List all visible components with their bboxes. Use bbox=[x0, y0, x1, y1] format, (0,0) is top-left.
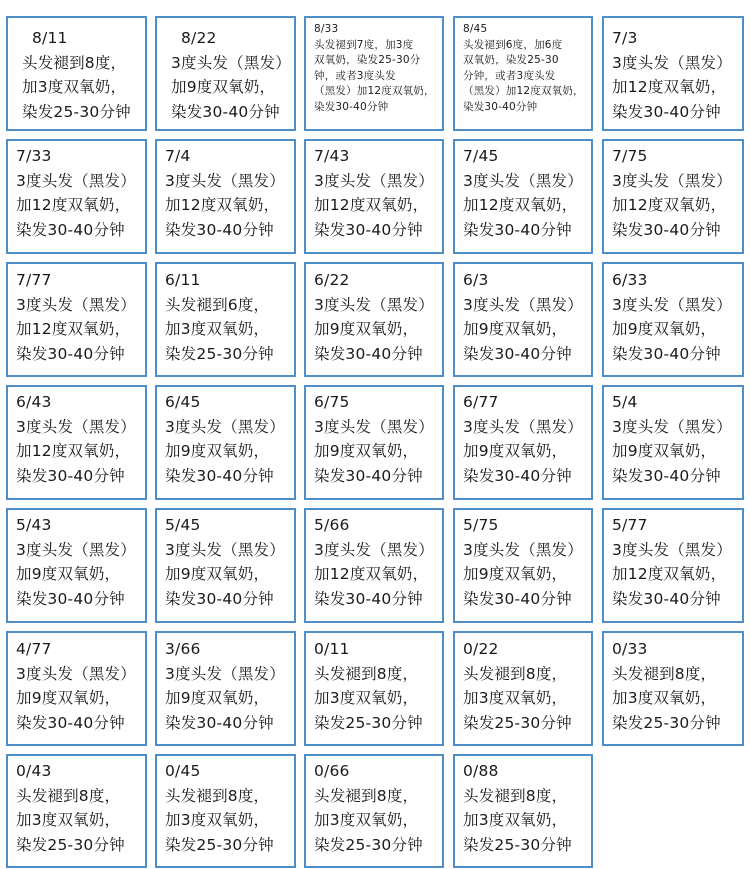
card-line: 加9度双氧奶， bbox=[463, 320, 568, 338]
card-line: 3度头发（黑发） bbox=[165, 540, 285, 559]
color-card bbox=[602, 262, 744, 377]
card-line: 头发褪到8度， bbox=[612, 664, 717, 683]
card-line: （黑发）加12度双氧奶， bbox=[463, 85, 584, 97]
card-line: 3度头发（黑发） bbox=[612, 540, 732, 559]
card-line: 染发25-30分钟 bbox=[16, 835, 125, 854]
card-line: 染发25-30分钟 bbox=[612, 713, 721, 732]
color-code: 4/77 bbox=[16, 640, 52, 658]
card-line: 3度头发（黑发） bbox=[463, 417, 583, 436]
card-line: 染发30-40分钟 bbox=[463, 344, 572, 363]
card-line: 染发25-30分钟 bbox=[22, 102, 131, 121]
card-line: 3度头发（黑发） bbox=[165, 664, 285, 683]
card-line: 3度头发（黑发） bbox=[16, 417, 136, 436]
color-code: 8/45 bbox=[463, 23, 488, 35]
card-line: 加12度双氧奶， bbox=[612, 565, 727, 583]
card-line: 染发30-40分钟 bbox=[165, 466, 274, 485]
card-line: 头发褪到6度，加6度 bbox=[463, 38, 563, 51]
color-card bbox=[304, 385, 444, 500]
color-card bbox=[453, 385, 593, 500]
card-line: 3度头发（黑发） bbox=[612, 295, 732, 314]
card-line: 3度头发（黑发） bbox=[314, 171, 434, 190]
color-code: 0/33 bbox=[612, 640, 648, 658]
card-line: 加3度双氧奶， bbox=[165, 811, 270, 829]
color-code: 6/33 bbox=[612, 271, 648, 289]
card-line: 加3度双氧奶， bbox=[463, 811, 568, 829]
card-line: 3度头发（黑发） bbox=[16, 171, 136, 190]
card-line: 染发25-30分钟 bbox=[165, 835, 274, 854]
card-line: 加12度双氧奶， bbox=[612, 78, 727, 96]
card-line: 染发30-40分钟 bbox=[612, 344, 721, 363]
card-line: 染发30-40分钟 bbox=[16, 344, 125, 363]
card-line: 染发30-40分钟 bbox=[612, 466, 721, 485]
card-line: 染发30-40分钟 bbox=[16, 220, 125, 239]
color-code: 0/11 bbox=[314, 640, 350, 658]
color-card bbox=[6, 385, 147, 500]
color-card bbox=[155, 139, 296, 254]
card-line: 头发褪到7度，加3度 bbox=[314, 38, 414, 51]
color-card bbox=[6, 508, 147, 623]
card-line: 染发30-40分钟 bbox=[165, 220, 274, 239]
card-line: 染发25-30分钟 bbox=[314, 835, 423, 854]
card-line: 染发25-30分钟 bbox=[463, 835, 572, 854]
card-line: 染发30-40分钟 bbox=[314, 589, 423, 608]
card-line: （黑发）加12度双氧奶， bbox=[314, 85, 435, 97]
card-line: 加9度双氧奶， bbox=[165, 689, 270, 707]
card-line: 头发褪到8度， bbox=[16, 786, 121, 805]
color-card bbox=[155, 754, 296, 868]
card-line: 染发25-30分钟 bbox=[463, 713, 572, 732]
card-line: 染发25-30分钟 bbox=[314, 713, 423, 732]
color-card bbox=[453, 16, 593, 131]
card-line: 加12度双氧奶， bbox=[314, 565, 429, 583]
card-line: 加3度双氧奶， bbox=[612, 689, 717, 707]
color-card bbox=[453, 754, 593, 868]
card-line: 加9度双氧奶， bbox=[463, 442, 568, 460]
color-code: 7/33 bbox=[16, 147, 52, 165]
card-line: 加12度双氧奶， bbox=[314, 196, 429, 214]
card-line: 染发30-40分钟 bbox=[463, 100, 538, 113]
color-card bbox=[6, 139, 147, 254]
color-code: 0/22 bbox=[463, 640, 499, 658]
color-card bbox=[155, 16, 296, 131]
color-code: 0/43 bbox=[16, 762, 52, 780]
card-line: 加12度双氧奶， bbox=[463, 196, 578, 214]
card-line: 染发30-40分钟 bbox=[612, 102, 721, 121]
color-code: 7/4 bbox=[165, 147, 191, 165]
color-card bbox=[155, 385, 296, 500]
color-code: 5/77 bbox=[612, 516, 648, 534]
color-code: 6/75 bbox=[314, 393, 350, 411]
color-code: 6/77 bbox=[463, 393, 499, 411]
card-line: 加9度双氧奶， bbox=[314, 320, 419, 338]
color-code: 5/45 bbox=[165, 516, 201, 534]
card-line: 头发褪到8度， bbox=[22, 53, 127, 72]
card-line: 3度头发（黑发） bbox=[314, 540, 434, 559]
card-line: 3度头发（黑发） bbox=[463, 295, 583, 314]
color-code: 6/43 bbox=[16, 393, 52, 411]
card-line: 染发30-40分钟 bbox=[612, 589, 721, 608]
color-code: 5/4 bbox=[612, 393, 638, 411]
card-line: 染发30-40分钟 bbox=[314, 220, 423, 239]
card-line: 头发褪到8度， bbox=[314, 664, 419, 683]
card-line: 3度头发（黑发） bbox=[314, 417, 434, 436]
card-line: 染发30-40分钟 bbox=[463, 220, 572, 239]
color-card bbox=[453, 139, 593, 254]
color-card bbox=[155, 631, 296, 746]
color-card bbox=[453, 508, 593, 623]
color-card bbox=[155, 508, 296, 623]
card-line: 加9度双氧奶， bbox=[171, 78, 276, 96]
color-code: 6/45 bbox=[165, 393, 201, 411]
color-card bbox=[155, 262, 296, 377]
card-line: 加9度双氧奶， bbox=[165, 565, 270, 583]
card-line: 钟，或者3度头发 bbox=[314, 69, 396, 82]
card-line: 双氧奶，染发25-30 bbox=[463, 54, 559, 66]
color-code: 3/66 bbox=[165, 640, 201, 658]
card-line: 3度头发（黑发） bbox=[463, 171, 583, 190]
card-line: 加3度双氧奶， bbox=[16, 811, 121, 829]
card-line: 头发褪到8度， bbox=[463, 786, 568, 805]
color-code: 7/77 bbox=[16, 271, 52, 289]
card-line: 3度头发（黑发） bbox=[16, 540, 136, 559]
card-line: 染发30-40分钟 bbox=[165, 589, 274, 608]
color-card bbox=[453, 631, 593, 746]
card-line: 加3度双氧奶， bbox=[314, 689, 419, 707]
card-line: 加3度双氧奶， bbox=[314, 811, 419, 829]
card-line: 加9度双氧奶， bbox=[16, 565, 121, 583]
card-line: 加9度双氧奶， bbox=[314, 442, 419, 460]
color-code: 8/11 bbox=[32, 29, 68, 47]
color-card bbox=[304, 754, 444, 868]
card-line: 染发30-40分钟 bbox=[16, 589, 125, 608]
card-line: 染发30-40分钟 bbox=[314, 344, 423, 363]
color-code: 7/75 bbox=[612, 147, 648, 165]
card-line: 分钟，或者3度头发 bbox=[463, 69, 556, 82]
color-code: 5/75 bbox=[463, 516, 499, 534]
color-card bbox=[6, 262, 147, 377]
color-card bbox=[304, 16, 444, 131]
card-line: 加9度双氧奶， bbox=[612, 320, 717, 338]
card-line: 加3度双氧奶， bbox=[463, 689, 568, 707]
color-card bbox=[602, 631, 744, 746]
color-card bbox=[304, 139, 444, 254]
card-line: 头发褪到8度， bbox=[165, 786, 270, 805]
color-card bbox=[602, 16, 744, 131]
color-card bbox=[602, 385, 744, 500]
card-line: 染发30-40分钟 bbox=[463, 589, 572, 608]
card-line: 3度头发（黑发） bbox=[463, 540, 583, 559]
color-code: 8/33 bbox=[314, 23, 339, 35]
card-line: 3度头发（黑发） bbox=[612, 53, 732, 72]
card-line: 加9度双氧奶， bbox=[612, 442, 717, 460]
color-code: 0/66 bbox=[314, 762, 350, 780]
card-line: 染发30-40分钟 bbox=[16, 466, 125, 485]
card-line: 染发30-40分钟 bbox=[612, 220, 721, 239]
color-code: 5/66 bbox=[314, 516, 350, 534]
card-line: 染发30-40分钟 bbox=[171, 102, 280, 121]
card-line: 3度头发（黑发） bbox=[612, 417, 732, 436]
color-card bbox=[453, 262, 593, 377]
color-code: 5/43 bbox=[16, 516, 52, 534]
card-line: 染发25-30分钟 bbox=[165, 344, 274, 363]
card-line: 染发30-40分钟 bbox=[16, 713, 125, 732]
card-line: 染发30-40分钟 bbox=[314, 466, 423, 485]
card-line: 3度头发（黑发） bbox=[165, 417, 285, 436]
color-code: 7/43 bbox=[314, 147, 350, 165]
card-line: 加3度双氧奶， bbox=[22, 78, 127, 96]
color-code: 8/22 bbox=[181, 29, 217, 47]
color-code: 6/11 bbox=[165, 271, 201, 289]
color-code: 0/88 bbox=[463, 762, 499, 780]
card-line: 染发30-40分钟 bbox=[165, 713, 274, 732]
color-code: 6/22 bbox=[314, 271, 350, 289]
card-line: 加9度双氧奶， bbox=[463, 565, 568, 583]
card-line: 头发褪到8度， bbox=[314, 786, 419, 805]
card-line: 3度头发（黑发） bbox=[171, 53, 291, 72]
color-code: 0/45 bbox=[165, 762, 201, 780]
card-line: 加9度双氧奶， bbox=[16, 689, 121, 707]
card-line: 头发褪到8度， bbox=[463, 664, 568, 683]
color-card bbox=[6, 631, 147, 746]
color-card bbox=[304, 508, 444, 623]
card-line: 加12度双氧奶， bbox=[165, 196, 280, 214]
card-line: 3度头发（黑发） bbox=[165, 171, 285, 190]
card-line: 加12度双氧奶， bbox=[16, 442, 131, 460]
card-line: 加12度双氧奶， bbox=[16, 320, 131, 338]
color-card bbox=[602, 139, 744, 254]
color-code: 7/45 bbox=[463, 147, 499, 165]
color-card bbox=[304, 262, 444, 377]
color-code: 7/3 bbox=[612, 29, 638, 47]
color-card bbox=[602, 508, 744, 623]
card-line: 染发30-40分钟 bbox=[463, 466, 572, 485]
color-card bbox=[6, 16, 147, 131]
card-line: 加3度双氧奶， bbox=[165, 320, 270, 338]
card-line: 双氧奶，染发25-30分 bbox=[314, 54, 421, 66]
card-line: 染发30-40分钟 bbox=[314, 100, 389, 113]
card-line: 头发褪到6度， bbox=[165, 295, 270, 314]
card-line: 加12度双氧奶， bbox=[16, 196, 131, 214]
color-card bbox=[6, 754, 147, 868]
card-line: 3度头发（黑发） bbox=[16, 295, 136, 314]
card-line: 3度头发（黑发） bbox=[16, 664, 136, 683]
card-line: 加9度双氧奶， bbox=[165, 442, 270, 460]
card-line: 3度头发（黑发） bbox=[612, 171, 732, 190]
card-line: 加12度双氧奶， bbox=[612, 196, 727, 214]
color-code: 6/3 bbox=[463, 271, 489, 289]
card-line: 3度头发（黑发） bbox=[314, 295, 434, 314]
color-card bbox=[304, 631, 444, 746]
